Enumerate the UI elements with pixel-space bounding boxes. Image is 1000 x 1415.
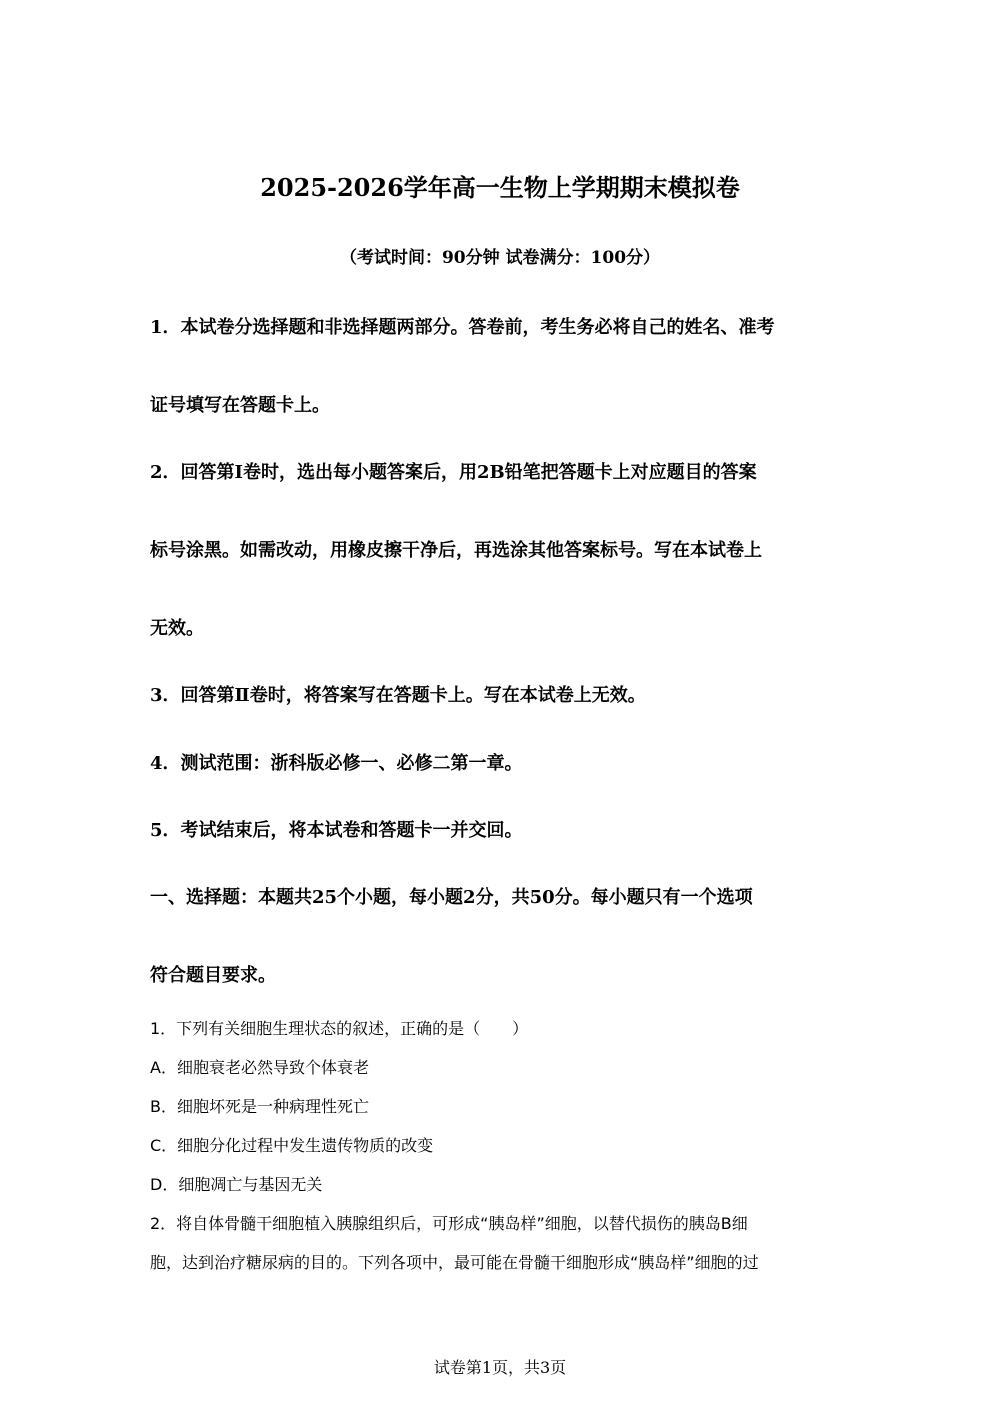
page-footer: 试卷第1页，共3页	[433, 1358, 567, 1377]
option-c: C．细胞分化过程中发生遗传物质的改变	[150, 1136, 434, 1155]
instruction-line: 5．考试结束后，将本试卷和答题卡一并交回。	[150, 820, 523, 841]
instruction-line: 1．本试卷分选择题和非选择题两部分。答卷前，考生务必将自己的姓名、准考	[150, 317, 775, 338]
instruction-line: 证号填写在答题卡上。	[150, 395, 330, 416]
option-d: D．细胞凋亡与基因无关	[150, 1175, 323, 1194]
page-title: 2025-2026学年高一生物上学期期末模拟卷	[260, 173, 740, 202]
instruction-line: 3．回答第Ⅱ卷时，将答案写在答题卡上。写在本试卷上无效。	[150, 685, 646, 706]
option-a: A．细胞衰老必然导致个体衰老	[150, 1058, 369, 1077]
section-heading: 符合题目要求。	[150, 965, 276, 986]
instruction-line: 无效。	[150, 618, 204, 639]
question-stem: 1．下列有关细胞生理状态的叙述，正确的是（ ）	[150, 1019, 529, 1038]
exam-info: （考试时间：90分钟 试卷满分：100分）	[339, 248, 661, 268]
instruction-line: 4．测试范围：浙科版必修一、必修二第一章。	[150, 753, 523, 774]
option-b: B．细胞坏死是一种病理性死亡	[150, 1097, 369, 1116]
instruction-line: 2．回答第Ⅰ卷时，选出每小题答案后，用2B铅笔把答题卡上对应题目的答案	[150, 462, 757, 483]
section-heading: 一、选择题：本题共25个小题，每小题2分，共50分。每小题只有一个选项	[150, 887, 753, 908]
question-stem: 胞，达到治疗糖尿病的目的。下列各项中，最可能在骨髓干细胞形成“胰岛样”细胞的过	[150, 1253, 759, 1272]
question-stem: 2．将自体骨髓干细胞植入胰腺组织后，可形成“胰岛样”细胞，以替代损伤的胰岛B细	[150, 1214, 748, 1233]
instruction-line: 标号涂黑。如需改动，用橡皮擦干净后，再选涂其他答案标号。写在本试卷上	[150, 540, 762, 561]
